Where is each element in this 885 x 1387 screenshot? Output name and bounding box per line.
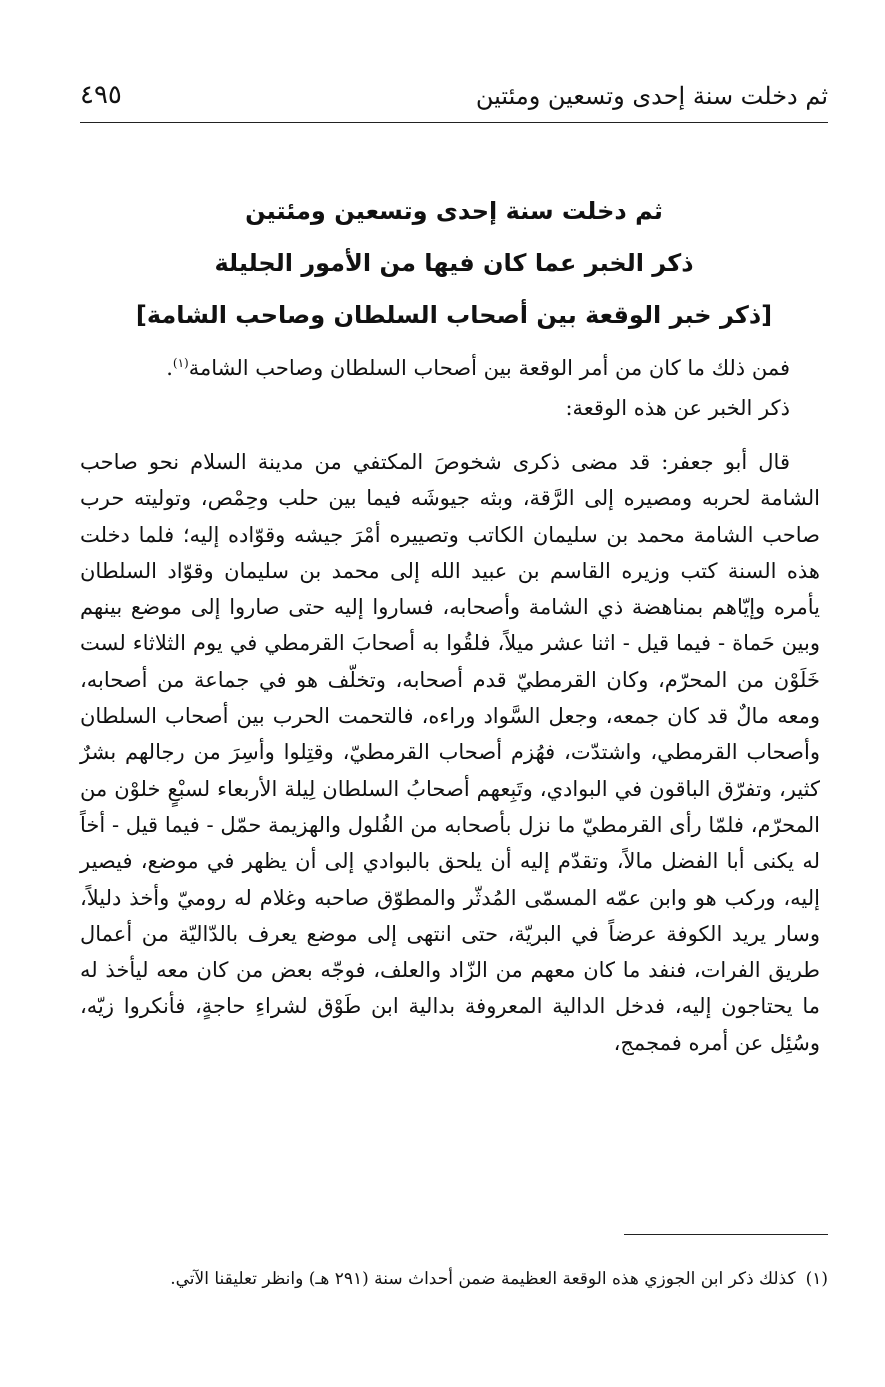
body-text — [80, 348, 820, 1061]
running-title: ثم دخلت سنة إحدى وتسعين ومئتين — [475, 82, 828, 110]
footnote — [80, 1262, 828, 1297]
page-number: ٤٩٥ — [80, 80, 122, 110]
footnote-marker: (١) — [805, 1269, 828, 1289]
footnote-reference[interactable]: (١) — [172, 356, 189, 370]
chapter-title: ثم دخلت سنة إحدى وتسعين ومئتين — [245, 197, 663, 225]
intro-paragraph — [80, 348, 820, 388]
section-title: ذكر الخبر عما كان فيها من الأمور الجليلة — [214, 249, 694, 277]
intro-end-mark: . — [166, 356, 173, 380]
intro-text: فمن ذلك ما كان من أمر الوقعة بين أصحاب السلطان وصاحب الشامة — [188, 356, 790, 380]
chapter-headings — [80, 185, 828, 341]
main-paragraph: قال أبو جعفر: قد مضى ذكرى شخوصَ المكتفي من مدينة السلام نحو صاحب الشامة لحربه ومصيره إلى الرَّقة، وبثه جيوشَه فيما بين حلب وحِمْص، وتوليته حرب صاحب الشامة محمد بن سليمان الكاتب وتصييره أمْرَ جيشه وقوّاده إليه؛ فلما دخلت هذه السنة كتب وزيره القاسم بن عبيد الله إلى محمد بن سليمان وقوّاد السلطان يأمره وإيّاهم بمناهضة ذي الشامة وأصحابه، فساروا إليه حتى صاروا إلى موضع بينهم وبين حَماة - فيما قيل - اثنا عشر ميلاً، فلقُوا به أصحابَ القرمطي في يوم الثلاثاء لست خَلَوْن من المحرّم، وكان القرمطيّ قدم أصحابه، وتخلّف هو في جماعة من أصحابه، ومعه مالٌ قد كان جمعه، وجعل السَّواد وراءه، فالتحمت الحرب بين أصحاب السلطان وأصحاب القرمطي، واشتدّت، فهُزم أصحاب القرمطيّ، وقتِلوا وأسِرَ من رجالهم بشرٌ كثير، وتفرّق الباقون في البوادي، وتَبِعهم أصحابُ السلطان لِيلة الأربعاء لسبْعٍ خلوْن من المحرّم، فلمّا رأى القرمطيّ ما نزل بأصحابه من الفُلول والهزيمة حمّل - فيما قيل - أخاً له يكنى أبا الفضل مالاً، وتقدّم إليه أن يلحق بالبوادي إلى أن يظهر في موضع، فيصير إليه، وركب هو وابن عمّه المسمّى المُدثّر والمطوّق صاحبه وغلام له روميّ وأخذ دليلاً، وسار يريد الكوفة عرضاً في البريّة، حتى انتهى إلى موضع يعرف بالدّاليّة من أعمال طريق الفرات، فنفد ما كان معهم من الزّاد والعلف، فوجّه بعض من كان معه ليأخذ له ما يحتاجون إليه، فدخل الدالية المعروفة بدالية ابن طَوْق لشراءِ حاجةٍ، فأنكروا زيّه، وسُئِل عن أمره فمجمج، — [80, 450, 820, 1055]
footnote-text: كذلك ذكر ابن الجوزي هذه الوقعة العظيمة ضمن أحداث سنة (٢٩١ هـ) وانظر تعليقنا الآتي. — [170, 1269, 796, 1289]
subsection-title: [ذكر خبر الوقعة بين أصحاب السلطان وصاحب الشامة] — [135, 301, 773, 329]
footnote-divider — [624, 1234, 828, 1235]
subheading-paragraph: ذكر الخبر عن هذه الوقعة: — [565, 396, 790, 420]
running-header — [80, 78, 828, 123]
